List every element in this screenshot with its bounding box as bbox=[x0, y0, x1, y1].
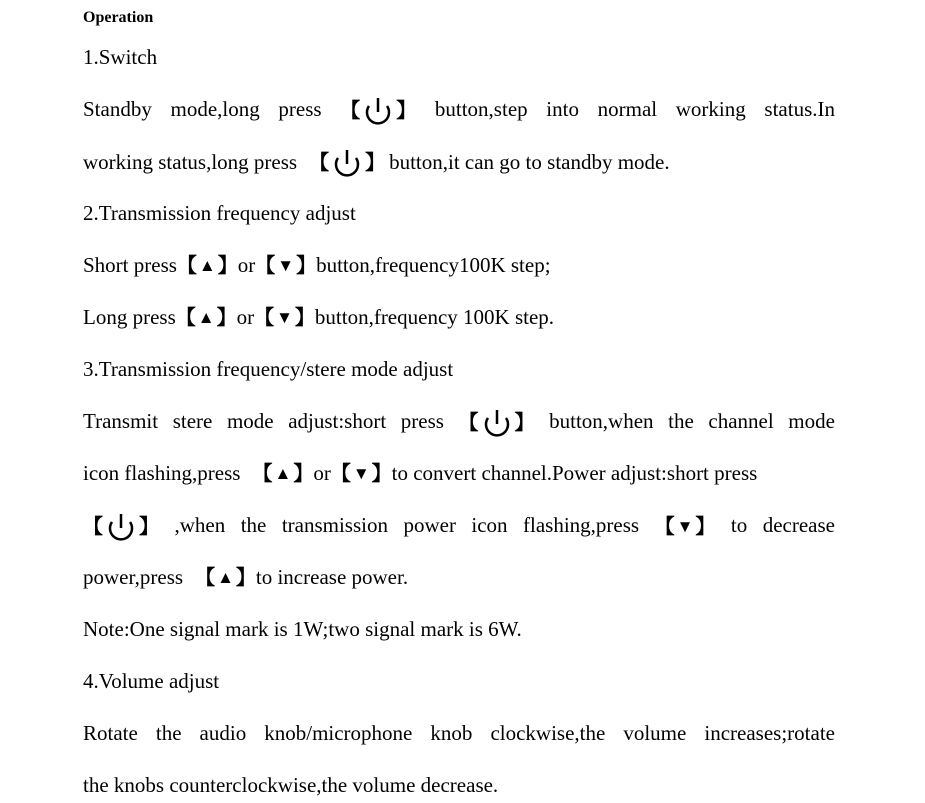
down-arrow-icon: ▼ bbox=[276, 308, 293, 327]
word: button,step bbox=[434, 97, 528, 121]
section-3-paragraph-line-4: power,press 【 ▲ 】 to increase power. bbox=[83, 565, 409, 589]
section-4-paragraph-line-1: Rotate the audio knob/microphone knob clockwise,the volume increases;rotate bbox=[83, 721, 835, 745]
word: into bbox=[546, 97, 579, 121]
up-button-reference: 【 ▲ 】 bbox=[252, 463, 314, 485]
word: status.In bbox=[764, 97, 835, 121]
down-arrow-icon: ▼ bbox=[352, 464, 370, 483]
up-arrow-icon: ▲ bbox=[197, 308, 215, 327]
word: normal bbox=[597, 97, 658, 121]
up-arrow-icon: ▲ bbox=[274, 464, 292, 483]
word: Standby bbox=[83, 97, 152, 121]
up-button-reference: 【 ▲ 】 bbox=[175, 307, 237, 329]
power-icon bbox=[360, 96, 396, 126]
down-arrow-icon: ▼ bbox=[676, 517, 694, 536]
section-4-heading: 4.Volume adjust bbox=[83, 669, 220, 693]
section-2-line-2: Long press 【 ▲ 】 or 【 ▼ 】 button,frequency 100K step. bbox=[83, 305, 555, 329]
up-button-reference: 【 ▲ 】 bbox=[195, 567, 256, 589]
section-3-note: Note:One signal mark is 1W;two signal mark is 6W. bbox=[83, 617, 522, 641]
section-1-heading: 1.Switch bbox=[83, 45, 158, 69]
section-3-paragraph-line-3: 【 】 ,when the transmission power icon flashing,press 【 ▼ 】 to decrease bbox=[83, 512, 835, 542]
power-icon bbox=[479, 408, 515, 438]
up-button-reference: 【 ▲ 】 bbox=[176, 255, 238, 277]
power-button-reference: 【 】 bbox=[340, 96, 416, 126]
word: mode,long bbox=[170, 97, 260, 121]
down-button-reference: 【 ▼ 】 bbox=[654, 516, 716, 538]
section-4-paragraph-line-2: the knobs counterclockwise,the volume decrease. bbox=[83, 773, 499, 797]
word: press bbox=[278, 97, 322, 121]
power-button-reference: 【 】 bbox=[309, 148, 385, 178]
word: working bbox=[675, 97, 746, 121]
section-1-paragraph-line-1 bbox=[83, 96, 835, 126]
section-3-paragraph-line-2: icon flashing,press 【 ▲ 】 or 【 ▼ 】 to convert channel.Power adjust:short press bbox=[83, 461, 758, 485]
down-arrow-icon: ▼ bbox=[277, 256, 295, 275]
section-1-paragraph-line-2: working status,long press 【 】 button,it can go to standby mode. bbox=[83, 148, 670, 178]
down-button-reference: 【 ▼ 】 bbox=[330, 463, 392, 485]
section-2-heading: 2.Transmission frequency adjust bbox=[83, 201, 356, 225]
down-button-reference: 【 ▼ 】 bbox=[255, 255, 317, 277]
section-3-heading: 3.Transmission frequency/stere mode adjust bbox=[83, 357, 454, 381]
section-3-paragraph-line-1: Transmit stere mode adjust:short press 【 】 button,when the channel mode bbox=[83, 408, 835, 438]
power-icon bbox=[103, 512, 139, 542]
up-arrow-icon: ▲ bbox=[217, 568, 234, 587]
section-2-line-1: Short press 【 ▲ 】 or 【 ▼ 】 button,frequency100K step; bbox=[83, 253, 551, 277]
up-arrow-icon: ▲ bbox=[198, 256, 216, 275]
document-title: Operation bbox=[83, 9, 154, 26]
power-button-reference: 【 】 bbox=[83, 512, 159, 542]
power-button-reference: 【 】 bbox=[459, 408, 535, 438]
power-icon bbox=[329, 148, 365, 178]
down-button-reference: 【 ▼ 】 bbox=[254, 307, 315, 329]
